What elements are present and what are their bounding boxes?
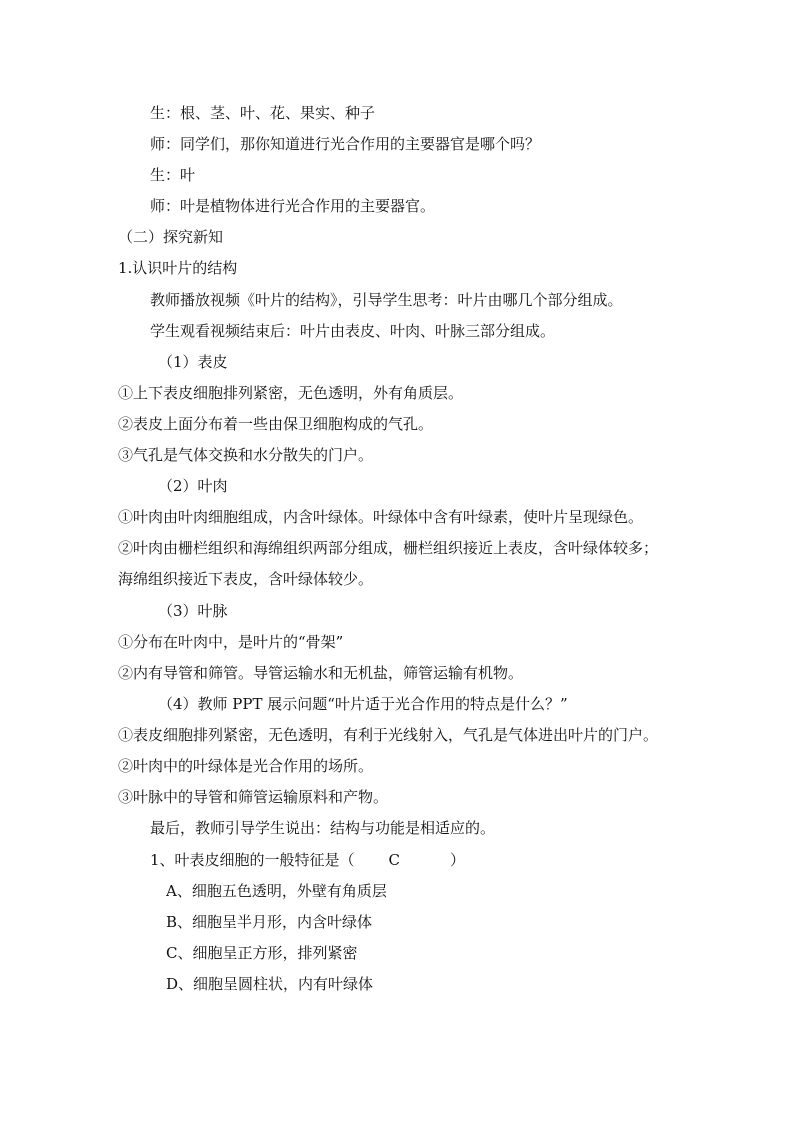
quiz-option-b: B、细胞呈半月形，内含叶绿体 [166,913,373,931]
ppt-question-title: （4）教师 PPT 展示问题“叶片适于光合作用的特点是什么？” [158,695,568,713]
paragraph-parts: 学生观看视频结束后：叶片由表皮、叶肉、叶脉三部分组成。 [150,322,556,340]
dialogue-student-organs: 生：根、茎、叶、花、果实、种子 [150,104,376,122]
ppt-item-1: ①表皮细胞排列紧密，无色透明，有利于光线射入，气孔是气体进出叶片的门户。 [118,726,659,744]
quiz-close-paren: ） [450,851,466,869]
dialogue-teacher-question: 师：同学们，那你知道进行光合作用的主要器官是哪个吗？ [150,135,541,153]
vein-title: （3）叶脉 [158,602,228,620]
mesophyll-title: （2）叶肉 [158,477,228,495]
mesophyll-item-2: ②叶肉由栅栏组织和海绵组织两部分组成，栅栏组织接近上表皮，含叶绿体较多； [118,539,659,557]
quiz-option-d: D、细胞呈圆柱状，内有叶绿体 [166,975,374,993]
quiz-question [150,850,465,870]
section-heading: （二）探究新知 [118,228,224,246]
vein-item-2: ②内有导管和筛管。导管运输水和无机盐，筛管运输有机物。 [118,664,524,682]
conclusion: 最后，教师引导学生说出：结构与功能是相适应的。 [150,819,496,837]
ppt-item-2: ②叶肉中的叶绿体是光合作用的场所。 [118,757,374,775]
subsection-heading: 1.认识叶片的结构 [118,259,238,277]
dialogue-teacher-statement: 师：叶是植物体进行光合作用的主要器官。 [150,197,436,215]
quiz-option-c: C、细胞呈正方形，排列紧密 [166,944,358,962]
epidermis-item-2: ②表皮上面分布着一些由保卫细胞构成的气孔。 [118,415,434,433]
dialogue-student-answer: 生：叶 [150,166,196,184]
epidermis-title: （1）表皮 [158,353,228,371]
epidermis-item-3: ③气孔是气体交换和水分散失的门户。 [118,446,374,464]
quiz-answer: C [388,851,401,869]
vein-item-1: ①分布在叶肉中，是叶片的“骨架” [118,633,344,651]
quiz-stem: 1、叶表皮细胞的一般特征是（ [150,851,355,869]
mesophyll-item-2-continued: 海绵组织接近下表皮，含叶绿体较少。 [118,570,374,588]
quiz-option-a: A、细胞五色透明，外壁有角质层 [166,882,387,900]
epidermis-item-1: ①上下表皮细胞排列紧密，无色透明，外有角质层。 [118,384,464,402]
ppt-item-3: ③叶脉中的导管和筛管运输原料和产物。 [118,788,389,806]
mesophyll-item-1: ①叶肉由叶肉细胞组成，内含叶绿体。叶绿体中含有叶绿素，使叶片呈现绿色。 [118,508,644,526]
paragraph-video: 教师播放视频《叶片的结构》，引导学生思考：叶片由哪几个部分组成。 [150,291,623,309]
